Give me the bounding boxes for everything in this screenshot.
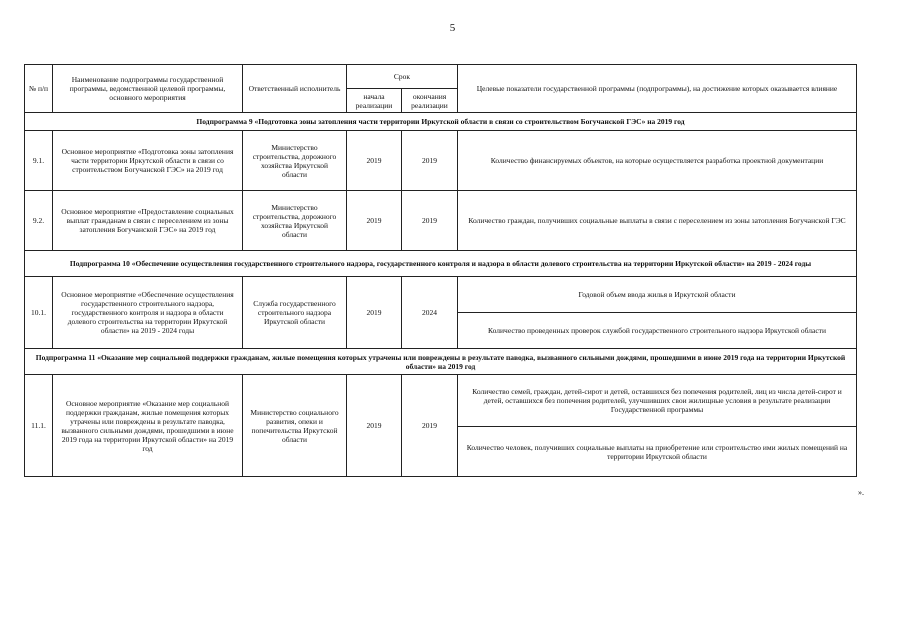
table-row — [25, 191, 857, 251]
row-start: 2019 — [347, 191, 402, 251]
row-indicator: Количество граждан, получивших социальные выплаты в связи с переселением из зоны затопления Богучанской ГЭС — [458, 191, 857, 251]
row-indicator: Количество финансируемых объектов, на которые осуществляется разработка проектной документации — [458, 131, 857, 191]
row-end: 2024 — [402, 277, 458, 349]
row-name: Основное мероприятие «Оказание мер социальной поддержки гражданам, жилые помещения которых утрачены или повреждены в результате паводка, вызванного сильными дождями, прошедшими в июне 2019 года на территории Иркутской области» на 2019 год — [53, 375, 243, 477]
row-name: Основное мероприятие «Обеспечение осуществления государственного строительного надзора, государственного контроля и надзора в области долевого строительства на территории Иркутской области» на 2019 - 2024 годы — [53, 277, 243, 349]
table-row — [25, 131, 857, 191]
row-num: 9.1. — [25, 131, 53, 191]
table-row — [25, 277, 857, 313]
table-row — [25, 375, 857, 427]
program-table — [24, 64, 857, 477]
row-indicator: Годовой объем ввода жилья в Иркутской области — [458, 277, 857, 313]
row-name: Основное мероприятие «Предоставление социальных выплат гражданам в связи с переселением из зоны затопления Богучанской ГЭС» на 2019 год — [53, 191, 243, 251]
row-end: 2019 — [402, 375, 458, 477]
section-title: Подпрограмма 11 «Оказание мер социальной поддержки гражданам, жилые помещения которых утрачены или повреждены в результате паводка, вызванного сильными дождями, прошедшими в июне 2019 года на территории Иркутской области» на 2019 год — [25, 349, 857, 375]
col-indicators: Целевые показатели государственной программы (подпрограммы), на достижение которых оказывается влияние — [458, 65, 857, 113]
col-end: окончания реализации — [402, 89, 458, 113]
row-start: 2019 — [347, 375, 402, 477]
row-num: 11.1. — [25, 375, 53, 477]
col-num: № п/п — [25, 65, 53, 113]
row-indicator: Количество человек, получивших социальные выплаты на приобретение или строительство ими жилых помещений на территории Иркутской области — [458, 427, 857, 477]
row-start: 2019 — [347, 131, 402, 191]
row-exec: Министерство социального развития, опеки и попечительства Иркутской области — [243, 375, 347, 477]
end-mark: ». — [858, 488, 864, 497]
col-exec: Ответственный исполнитель — [243, 65, 347, 113]
row-num: 10.1. — [25, 277, 53, 349]
col-start: начала реализации — [347, 89, 402, 113]
row-end: 2019 — [402, 131, 458, 191]
row-exec: Министерство строительства, дорожного хозяйства Иркутской области — [243, 191, 347, 251]
row-name: Основное мероприятие «Подготовка зоны затопления части территории Иркутской области в связи со строительством Богучанской ГЭС» на 2019 год — [53, 131, 243, 191]
section-title: Подпрограмма 10 «Обеспечение осуществления государственного строительного надзора, государственного контроля и надзора в области долевого строительства на территории Иркутской области» на 2019 - 2024 годы — [25, 251, 857, 277]
row-end: 2019 — [402, 191, 458, 251]
col-term: Срок — [347, 65, 458, 89]
row-exec: Министерство строительства, дорожного хозяйства Иркутской области — [243, 131, 347, 191]
row-indicator: Количество проведенных проверок службой государственного строительного надзора Иркутской области — [458, 313, 857, 349]
row-exec: Служба государственного строительного надзора Иркутской области — [243, 277, 347, 349]
row-indicator: Количество семей, граждан, детей-сирот и детей, оставшихся без попечения родителей, лиц из числа детей-сирот и детей, оставшихся без попечения родителей, улучшивших свои жилищные условия в результате реализации Государственной программы — [458, 375, 857, 427]
col-name: Наименование подпрограммы государственной программы, ведомственной целевой программы, основного мероприятия — [53, 65, 243, 113]
row-num: 9.2. — [25, 191, 53, 251]
row-start: 2019 — [347, 277, 402, 349]
page-number: 5 — [449, 22, 456, 34]
section-title: Подпрограмма 9 «Подготовка зоны затопления части территории Иркутской области в связи со строительством Богучанской ГЭС» на 2019 год — [25, 113, 857, 131]
